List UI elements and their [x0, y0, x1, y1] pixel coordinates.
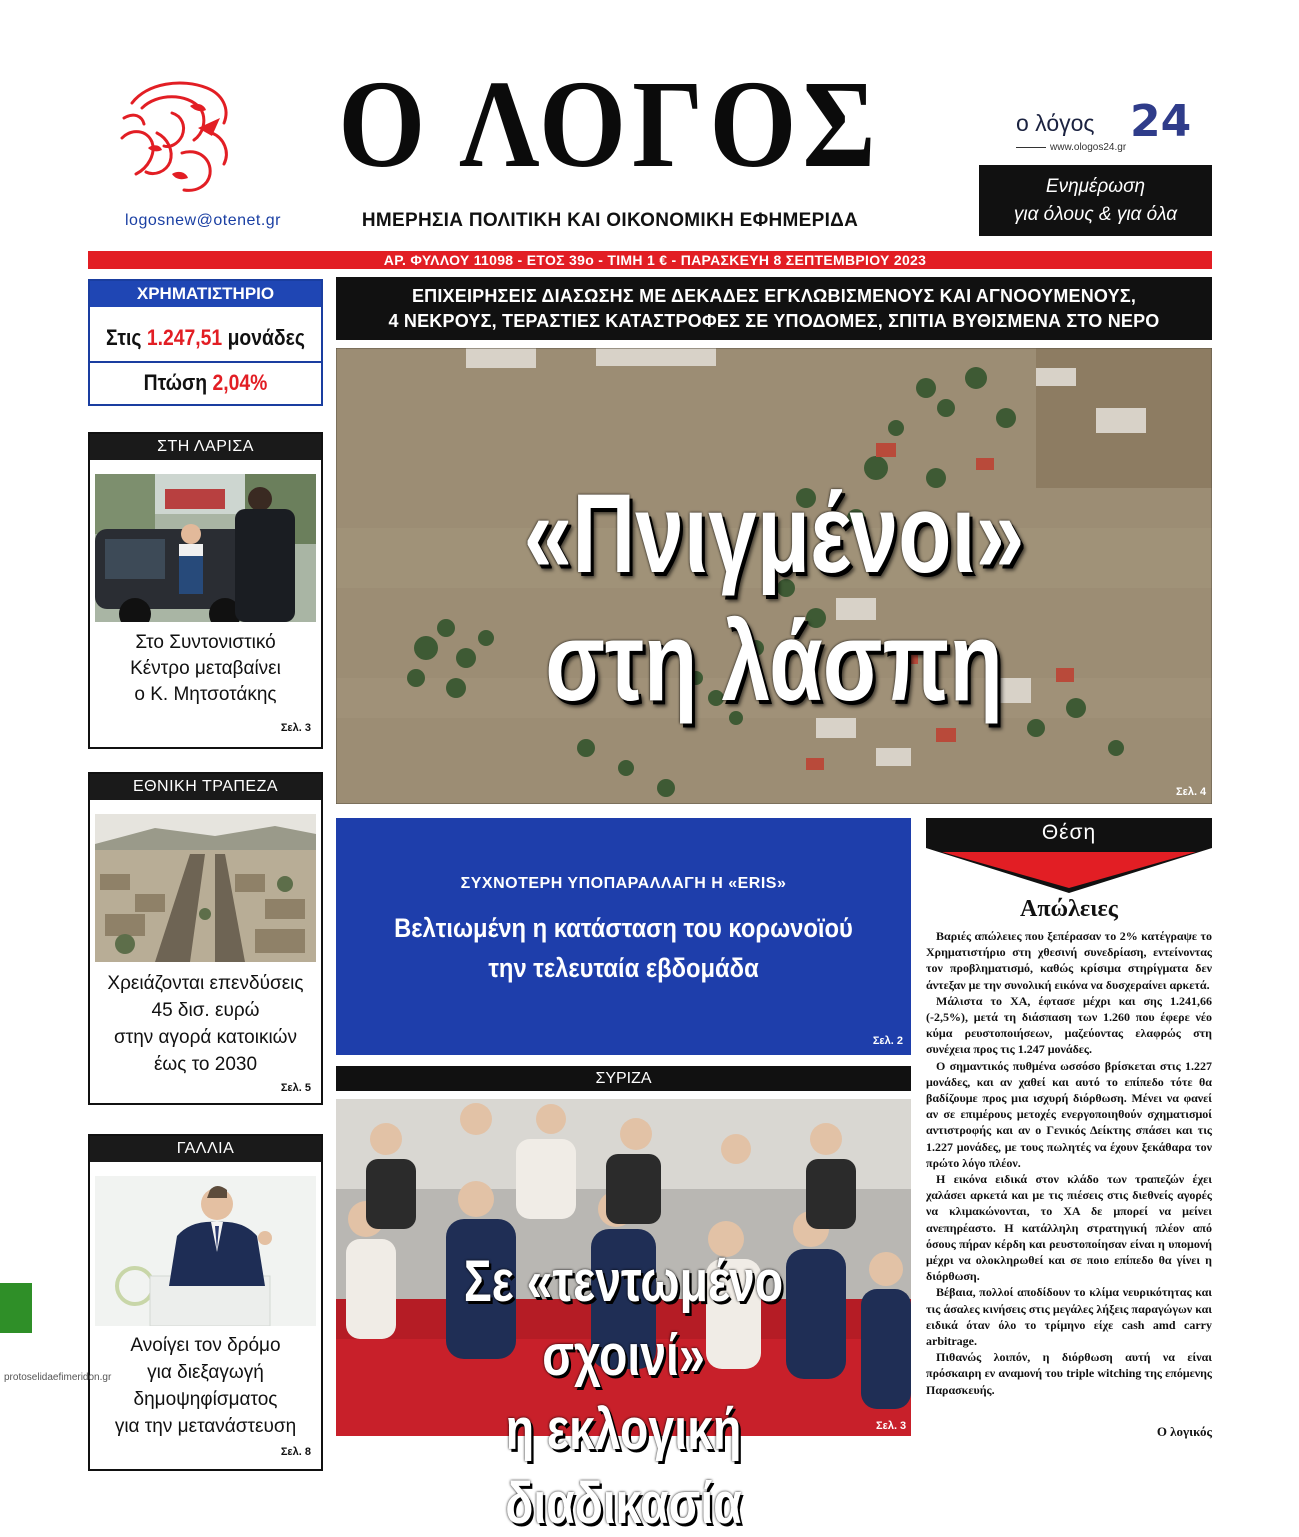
kicker-line-1: ΕΠΙΧΕΙΡΗΣΕΙΣ ΔΙΑΣΩΣΗΣ ΜΕ ΔΕΚΑΔΕΣ ΕΓΚΛΩΒΙΣΜΕΝΟΥΣ ΚΑΙ ΑΓΝΟΟΥΜΕΝΟΥΣ, [411, 286, 1137, 306]
france-text [90, 1332, 321, 1440]
bank-line-2: 45 δισ. ευρώ [151, 1000, 260, 1021]
covid-story[interactable] [336, 818, 911, 1055]
france-line-4: για την μετανάστευση [114, 1416, 297, 1437]
stock-points-pre: Στις [106, 325, 142, 350]
larisa-line-2: Κέντρο μεταβαίνει [130, 658, 281, 679]
bank-photo [95, 814, 316, 962]
lead-headline-line-1: «Πνιγμένοι» [523, 471, 1025, 596]
france-photo [95, 1176, 316, 1326]
opinion-paragraph: Βαριές απώλειες που ξεπέρασαν το 2% κατέγραψε το Χρηματιστήριο στη χθεσινή συνεδρίαση, εντείνοντας τον προβληματισμό, καθώς κρίσιμα στηρίγματα δεν άντεξαν με την συνολική εικόνα να δυσχεραίνει αρκετά. [926, 929, 1212, 992]
opinion-header: Θέση [926, 818, 1212, 848]
faces-logo-icon [112, 78, 242, 198]
website-brand[interactable] [1010, 96, 1210, 158]
covid-headline [371, 908, 877, 988]
opinion-paragraph: Η εικόνα ειδικά στον κλάδο των τραπεζών έχει χαλάσει αρκετά και με τις πιέσεις στις διεθνείς αγορές να κλιμακώνονται, το ΧΑ δε μπορεί να μείνει ανεπηρέαστο. Η κατάλληλη στρατηγική πλέον από όσους πήραν κέρδη και ρευστοποίησαν είναι η υπομονή μέχρι να ολοκληρωθεί και σε ποιο επίπεδο θα γίνει η διόρθωση. [926, 1172, 1212, 1284]
france-header: ΓΑΛΛΙΑ [90, 1136, 321, 1162]
stock-change-pre: Πτώση [143, 370, 208, 395]
stock-points-value: 1.247,51 [146, 325, 223, 350]
lead-story-kicker [336, 277, 1212, 340]
larisa-line-3: ο Κ. Μητσοτάκης [134, 684, 277, 705]
france-line-3: δημοψηφίσματος [133, 1389, 278, 1410]
motto-box [979, 165, 1212, 236]
motto-line-1: Ενημέρωση [1045, 176, 1146, 197]
stock-header: ΧΡΗΜΑΤΙΣΤΗΡΙΟ [90, 281, 321, 307]
bank-header: ΕΘΝΙΚΗ ΤΡΑΠΕΖΑ [90, 774, 321, 800]
larisa-line-1: Στο Συντονιστικό [135, 632, 276, 653]
opinion-author: Ο λογικός [1156, 1424, 1212, 1439]
website-number: 24 [1130, 96, 1192, 147]
side-tab [0, 1283, 32, 1333]
motto-line-2: για όλους & για όλα [1013, 204, 1178, 225]
website-name: ο λόγος [1016, 110, 1095, 136]
contact-email[interactable]: logosnew@otenet.gr [125, 212, 281, 229]
kicker-line-2: 4 ΝΕΚΡΟΥΣ, ΤΕΡΑΣΤΙΕΣ ΚΑΤΑΣΤΡΟΦΕΣ ΣΕ ΥΠΟΔΟΜΕΣ, ΣΠΙΤΙΑ ΒΥΘΙΣΜΕΝΑ ΣΤΟ ΝΕΡΟ [388, 311, 1160, 331]
stock-points [104, 325, 307, 351]
opinion-paragraph: Βέβαια, πολλοί αποδίδουν το κλίμα νευρικότητας και τις άσαλες κινήσεις στις μεγάλες λήξεις παραγώγων και ειδικά όταν όλο το τρίμηνο είχε cash amd carry arbitrage. [926, 1285, 1212, 1349]
france-story[interactable] [88, 1134, 323, 1471]
brand-divider [1016, 147, 1046, 148]
newspaper-logo-art [112, 78, 242, 198]
lead-page-ref: Σελ. 4 [1176, 786, 1207, 798]
stock-change-value: 2,04% [212, 370, 268, 395]
covid-page-ref: Σελ. 2 [872, 1035, 903, 1047]
covid-headline-line-2: την τελευταία εβδομάδα [488, 953, 759, 983]
website-url[interactable]: www.ologos24.gr [1050, 142, 1127, 153]
france-line-2: για διεξαγωγή [147, 1362, 264, 1383]
syriza-page-ref: Σελ. 3 [876, 1420, 907, 1432]
bank-page-ref: Σελ. 5 [280, 1082, 311, 1094]
lead-headline[interactable] [432, 470, 1115, 726]
stock-points-post: μονάδες [227, 325, 305, 350]
lead-headline-line-2: στη λάσπη [545, 599, 1003, 724]
issue-info-bar [88, 251, 1212, 269]
larisa-text [90, 630, 321, 708]
opinion-paragraph: Μάλιστα το ΧΑ, έφτασε μέχρι και σης 1.241,66 (-2,5%), μετά τη διάσπαση των 1.260 που έφερε νέο κύμα ρευστοποιήσεων, μαζεύοντας ελαφρώς στη συνέχεια προς τις 1.247 μονάδες. [926, 993, 1212, 1057]
bank-text [90, 970, 321, 1078]
france-page-ref: Σελ. 8 [280, 1446, 311, 1458]
bank-line-3: στην αγορά κατοικιών [113, 1027, 298, 1048]
larisa-page-ref: Σελ. 3 [280, 722, 311, 734]
syriza-section-header: ΣΥΡΙΖΑ [336, 1066, 911, 1091]
stock-divider [90, 361, 321, 363]
national-bank-story[interactable] [88, 772, 323, 1105]
larisa-photo [95, 474, 316, 622]
bank-line-1: Χρειάζονται επενδύσεις [107, 973, 304, 994]
opinion-triangle [926, 848, 1212, 893]
syriza-headline-line-2: η εκλογική διαδικασία [505, 1397, 742, 1536]
source-watermark: protoselidaefimeridon.gr [4, 1372, 112, 1383]
opinion-title: Απώλειες [1020, 896, 1118, 922]
syriza-headline[interactable] [394, 1245, 854, 1537]
opinion-paragraph: Πιθανώς λοιπόν, η διόρθωση αυτή να είναι πρόσκαιρη εν αναμονή του triple witching της επόμενης Παρασκευής. [926, 1350, 1212, 1397]
syriza-headline-line-1: Σε «τεντωμένο σχοινί» [463, 1249, 784, 1388]
stock-market-box [88, 279, 323, 406]
masthead-title: Ο ΛΟΓΟΣ [338, 55, 882, 195]
stock-change [104, 370, 307, 396]
larisa-story[interactable] [88, 432, 323, 749]
larisa-header: ΣΤΗ ΛΑΡΙΣΑ [90, 434, 321, 460]
opinion-paragraph: Ο σημαντικός πυθμένα ωσσόσο βρίσκεται στις 1.227 μονάδες, και αν χαθεί και αυτό το επίπεδο τότε θα βαδίζουμε προς μια ισχυρή διόρθωση. Μένει να φανεί αν σε επιμέρους μετοχές ενεργοποιηθούν σχηματισμοί αντιστροφής και αν ο Γενικός Δείκτης σπάσει και τις 1.227 μονάδες, με τους πωλητές να έχουν ξεκάθαρα τον πρώτο λόγο πλέον. [926, 1058, 1212, 1170]
opinion-body [926, 928, 1212, 1398]
covid-headline-line-1: Βελτιωμένη η κατάσταση του κορωνοϊού [394, 913, 853, 943]
issue-info: ΑΡ. ΦΥΛΛΟΥ 11098 - ΕΤΟΣ 39ο - ΤΙΜΗ 1 € - ΠΑΡΑΣΚΕΥΗ 8 ΣΕΠΤΕΜΒΡΙΟΥ 2023 [383, 252, 927, 268]
bank-line-4: έως το 2030 [153, 1054, 258, 1075]
covid-kicker: ΣΥΧΝΟΤΕΡΗ ΥΠΟΠΑΡΑΛΛΑΓΗ Η «ERIS» [460, 875, 787, 892]
masthead-subtitle: ΗΜΕΡΗΣΙΑ ΠΟΛΙΤΙΚΗ ΚΑΙ ΟΙΚΟΝΟΜΙΚΗ ΕΦΗΜΕΡΙΔΑ [361, 210, 859, 231]
france-line-1: Ανοίγει τον δρόμο [130, 1335, 281, 1356]
